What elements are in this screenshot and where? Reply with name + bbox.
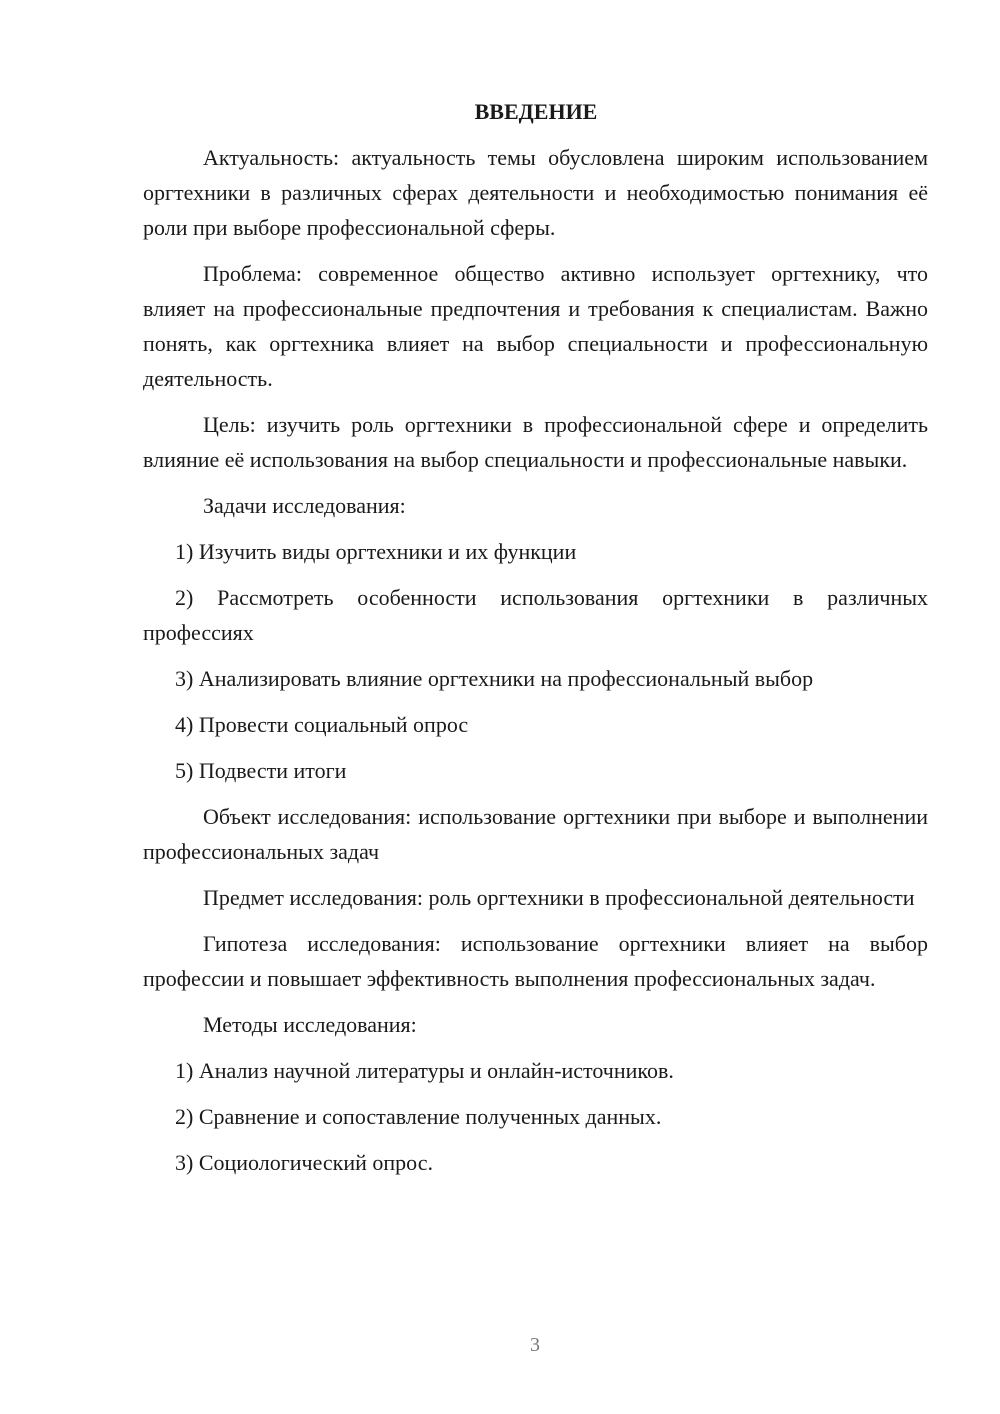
methods-heading: Методы исследования:: [203, 1012, 417, 1037]
relevance-paragraph: Актуальность: актуальность темы обусловлена широким использованием оргтехники в различных сферах деятельности и необходимостью понимания её роли при выборе профессиональной сферы.: [143, 145, 928, 240]
task-item-4: 4) Провести социальный опрос: [175, 712, 469, 737]
goal-paragraph: Цель: изучить роль оргтехники в профессиональной сфере и определить влияние её использования на выбор специальности и профессиональные навыки.: [143, 412, 928, 472]
section-title: ВВЕДЕНИЕ: [474, 99, 598, 124]
object-paragraph: Объект исследования: использование оргтехники при выборе и выполнении профессиональных задач: [143, 804, 928, 864]
hypothesis-paragraph: Гипотеза исследования: использование оргтехники влияет на выбор профессии и повышает эффективность выполнения профессиональных задач.: [143, 931, 928, 991]
task-item-3: 3) Анализировать влияние оргтехники на профессиональный выбор: [175, 666, 814, 691]
page-content: [143, 94, 928, 1191]
task-item-5: 5) Подвести итоги: [175, 758, 347, 783]
task-item-2: 2) Рассмотреть особенности использования оргтехники в различных профессиях: [143, 585, 928, 645]
subject-paragraph: Предмет исследования: роль оргтехники в профессиональной деятельности: [203, 885, 915, 910]
task-item-1: 1) Изучить виды оргтехники и их функции: [175, 539, 577, 564]
method-item-1: 1) Анализ научной литературы и онлайн-источников.: [175, 1058, 674, 1083]
method-item-2: 2) Сравнение и сопоставление полученных данных.: [175, 1104, 662, 1129]
tasks-heading: Задачи исследования:: [203, 493, 406, 518]
page-number: 3: [530, 1334, 540, 1356]
problem-paragraph: Проблема: современное общество активно использует оргтехнику, что влияет на профессиональные предпочтения и требования к специалистам. Важно понять, как оргтехника влияет на выбор специальности и профессиональную деятельность.: [143, 261, 928, 391]
method-item-3: 3) Социологический опрос.: [175, 1150, 433, 1175]
